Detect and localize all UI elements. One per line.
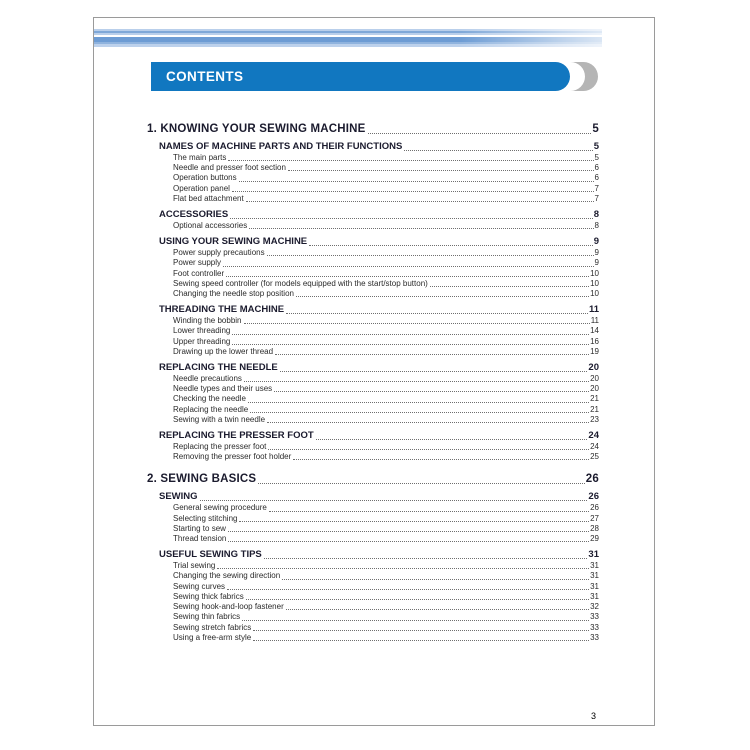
dotted-leader [250, 412, 589, 413]
toc-item-row-label: Replacing the needle [173, 404, 249, 414]
toc-section-row-label: USING YOUR SEWING MACHINE [159, 236, 308, 248]
toc-item-row [173, 452, 599, 462]
toc-chapter-row-page-number: 26 [585, 473, 599, 486]
dotted-leader [244, 381, 589, 382]
toc-item-row-label: Flat bed attachment [173, 193, 244, 203]
dotted-leader [239, 181, 594, 182]
toc-chapter-row-page-number: 5 [592, 123, 599, 135]
dotted-leader [316, 439, 588, 440]
toc-chapter-row [147, 472, 599, 486]
toc-item-row [173, 405, 599, 415]
toc-item-row-label: Lower threading [173, 326, 231, 336]
toc-item-row-page-number: 31 [590, 561, 599, 571]
toc-item-row-label: Sewing curves [173, 581, 226, 591]
toc-item-row-page-number: 31 [590, 591, 599, 601]
toc-item-row-label: The main parts [173, 153, 227, 162]
dotted-leader [227, 589, 589, 590]
toc-item-row [173, 347, 599, 357]
toc-section-row-page-number: 31 [588, 549, 599, 561]
dotted-leader [268, 449, 589, 450]
toc-item-row [173, 173, 599, 183]
dotted-leader [239, 521, 589, 522]
toc-item-row-label: Checking the needle [173, 394, 246, 404]
toc-section-row-label: REPLACING THE NEEDLE [159, 362, 278, 374]
dotted-leader [274, 391, 589, 392]
dotted-leader [253, 640, 589, 641]
toc-item-row-label: Sewing with a twin needle [173, 414, 266, 424]
toc-item-row [173, 337, 599, 347]
toc-section-row-page-number: 8 [593, 209, 599, 221]
dotted-leader [275, 354, 589, 355]
toc-item-row [173, 442, 599, 452]
toc-item-row-label: General sewing procedure [173, 503, 267, 513]
toc-item-row-label: Thread tension [173, 534, 227, 544]
toc-section-row-label: ACCESSORIES [159, 209, 229, 221]
toc-section-row-page-number: 20 [588, 362, 599, 374]
toc-section-row [159, 141, 599, 153]
toc-item-row [173, 394, 599, 404]
toc-item-row-page-number: 26 [590, 503, 599, 513]
toc-item-row-page-number: 8 [594, 221, 599, 231]
toc-item-row [173, 153, 599, 163]
dotted-leader [230, 218, 593, 219]
toc-item-row [173, 194, 599, 204]
dotted-leader [309, 245, 593, 246]
toc-item-row [173, 258, 599, 268]
toc-item-row [173, 384, 599, 394]
toc-section-row-page-number: 11 [588, 304, 599, 316]
toc-section-row [159, 362, 599, 374]
toc-item-row-page-number: 29 [590, 534, 599, 544]
toc-item-row-page-number: 24 [590, 442, 599, 452]
toc-section-row-page-number: 26 [588, 491, 599, 503]
dotted-leader [228, 541, 589, 542]
toc-item-row-page-number: 7 [594, 193, 599, 203]
toc-section-row-label: REPLACING THE PRESSER FOOT [159, 430, 314, 442]
toc-chapter-row [147, 122, 599, 136]
toc-item-row [173, 289, 599, 299]
toc-item-row [173, 503, 599, 513]
dotted-leader [244, 323, 590, 324]
dotted-leader [232, 334, 589, 335]
dotted-leader [296, 296, 589, 297]
toc-item-row-page-number: 11 [590, 316, 599, 326]
dotted-leader [286, 609, 589, 610]
toc-section-row [159, 549, 599, 561]
toc-item-row-label: Power supply [173, 258, 222, 268]
dotted-leader [226, 276, 589, 277]
dotted-leader [430, 286, 589, 287]
toc-item-row-label: Foot controller [173, 268, 225, 278]
toc-chapter-row-label: 2. SEWING BASICS [147, 473, 257, 486]
toc-item-row-label: Sewing thin fabrics [173, 612, 241, 622]
dotted-leader [249, 228, 593, 229]
toc-item-row-page-number: 7 [594, 183, 599, 193]
toc-chapter-row-label: 1. KNOWING YOUR SEWING MACHINE [147, 123, 366, 135]
contents-title: CONTENTS [166, 69, 244, 84]
toc-item-row [173, 326, 599, 336]
footer-page-number: 3 [590, 711, 596, 721]
dotted-leader [269, 511, 589, 512]
toc-section-row-label: NAMES OF MACHINE PARTS AND THEIR FUNCTIONS [159, 141, 403, 152]
toc-section-row-page-number: 5 [593, 141, 599, 152]
toc-item-row [173, 534, 599, 544]
toc-item-row-page-number: 16 [590, 336, 599, 346]
toc-item-row [173, 592, 599, 602]
toc-item-row-page-number: 9 [594, 258, 599, 268]
dotted-leader [228, 160, 593, 161]
contents-banner [151, 62, 570, 91]
toc-item-row [173, 524, 599, 534]
toc-item-row [173, 514, 599, 524]
toc-item-row-label: Drawing up the lower thread [173, 346, 274, 356]
toc-item-row [173, 163, 599, 173]
toc-item-row [173, 279, 599, 289]
dotted-leader [264, 558, 588, 559]
dotted-leader [267, 255, 594, 256]
toc-item-row [173, 184, 599, 194]
toc-item-row-label: Needle types and their uses [173, 384, 273, 394]
toc-item-row-label: Sewing stretch fabrics [173, 622, 252, 632]
dotted-leader [258, 483, 585, 484]
toc-section-row [159, 430, 599, 442]
dotted-leader [288, 170, 594, 171]
toc-item-row [173, 561, 599, 571]
toc-item-row-page-number: 9 [594, 248, 599, 258]
toc-item-row-label: Winding the bobbin [173, 316, 242, 326]
toc-item-row-page-number: 33 [590, 622, 599, 632]
dotted-leader [242, 620, 589, 621]
toc-item-row-page-number: 31 [590, 581, 599, 591]
toc-item-row-page-number: 33 [590, 632, 599, 642]
toc-item-row-label: Sewing hook-and-loop fastener [173, 602, 284, 612]
toc-item-row [173, 571, 599, 581]
toc-item-row-page-number: 23 [590, 414, 599, 424]
dotted-leader [253, 630, 589, 631]
toc-item-row-page-number: 33 [590, 612, 599, 622]
dotted-leader [293, 459, 589, 460]
toc-section-row-page-number: 9 [593, 236, 599, 248]
toc-item-row-page-number: 21 [590, 404, 599, 414]
toc-item-row [173, 602, 599, 612]
toc-item-row [173, 582, 599, 592]
dotted-leader [232, 191, 594, 192]
toc-item-row-page-number: 10 [590, 289, 599, 299]
toc-item-row-page-number: 10 [590, 268, 599, 278]
toc-item-row-page-number: 20 [590, 374, 599, 384]
dotted-leader [368, 133, 592, 134]
dotted-leader [200, 500, 588, 501]
toc-section-row-label: THREADING THE MACHINE [159, 304, 285, 316]
toc-item-row-page-number: 31 [590, 571, 599, 581]
toc-item-row-page-number: 27 [590, 513, 599, 523]
toc-item-row-label: Trial sewing [173, 561, 216, 571]
toc-item-row [173, 374, 599, 384]
dotted-leader [286, 313, 588, 314]
toc-section-row-label: SEWING [159, 491, 198, 503]
toc-section-row [159, 491, 599, 503]
toc-item-row [173, 316, 599, 326]
dotted-leader [228, 531, 589, 532]
toc-item-row-page-number: 20 [590, 384, 599, 394]
dotted-leader [217, 568, 589, 569]
dotted-leader [267, 422, 589, 423]
manual-page [93, 17, 655, 726]
dotted-leader [246, 599, 589, 600]
table-of-contents [147, 112, 599, 643]
toc-item-row-page-number: 19 [590, 346, 599, 356]
toc-section-row [159, 209, 599, 221]
toc-item-row-label: Starting to sew [173, 523, 226, 533]
toc-item-row-page-number: 28 [590, 523, 599, 533]
toc-item-row-label: Selecting stitching [173, 513, 238, 523]
toc-section-row-page-number: 24 [588, 430, 599, 442]
toc-item-row [173, 633, 599, 643]
toc-item-row-label: Changing the needle stop position [173, 289, 294, 299]
toc-section-row [159, 236, 599, 248]
toc-item-row-page-number: 21 [590, 394, 599, 404]
toc-item-row-page-number: 32 [590, 602, 599, 612]
toc-item-row-page-number: 6 [594, 163, 599, 173]
toc-section-row-label: USEFUL SEWING TIPS [159, 549, 262, 561]
toc-item-row [173, 269, 599, 279]
toc-item-row [173, 248, 599, 258]
dotted-leader [248, 402, 589, 403]
dotted-leader [282, 579, 589, 580]
toc-item-row-label: Sewing thick fabrics [173, 591, 244, 601]
toc-item-row-label: Operation buttons [173, 173, 237, 183]
dotted-leader [232, 344, 589, 345]
toc-item-row [173, 612, 599, 622]
toc-item-row-page-number: 14 [590, 326, 599, 336]
toc-item-row-label: Removing the presser foot holder [173, 452, 292, 462]
toc-item-row-label: Optional accessories [173, 221, 248, 231]
toc-item-row-label: Changing the sewing direction [173, 571, 281, 581]
toc-item-row-label: Using a free-arm style [173, 632, 252, 642]
toc-item-row-label: Operation panel [173, 183, 230, 193]
top-stripe-band [94, 29, 602, 47]
toc-item-row-page-number: 5 [594, 153, 599, 162]
toc-item-row-label: Upper threading [173, 336, 231, 346]
toc-item-row-label: Replacing the presser foot [173, 442, 267, 452]
dotted-leader [246, 201, 594, 202]
toc-item-row [173, 221, 599, 231]
dotted-leader [404, 150, 592, 151]
toc-item-row-label: Needle and presser foot section [173, 163, 286, 173]
toc-item-row-label: Sewing speed controller (for models equipped with the start/stop button) [173, 278, 428, 288]
toc-item-row [173, 415, 599, 425]
toc-item-row-page-number: 6 [594, 173, 599, 183]
dotted-leader [280, 371, 588, 372]
toc-section-row [159, 304, 599, 316]
toc-item-row-page-number: 10 [590, 278, 599, 288]
toc-item-row-label: Needle precautions [173, 374, 242, 384]
toc-item-row-page-number: 25 [590, 452, 599, 462]
dotted-leader [223, 266, 594, 267]
toc-item-row [173, 623, 599, 633]
toc-item-row-label: Power supply precautions [173, 248, 265, 258]
